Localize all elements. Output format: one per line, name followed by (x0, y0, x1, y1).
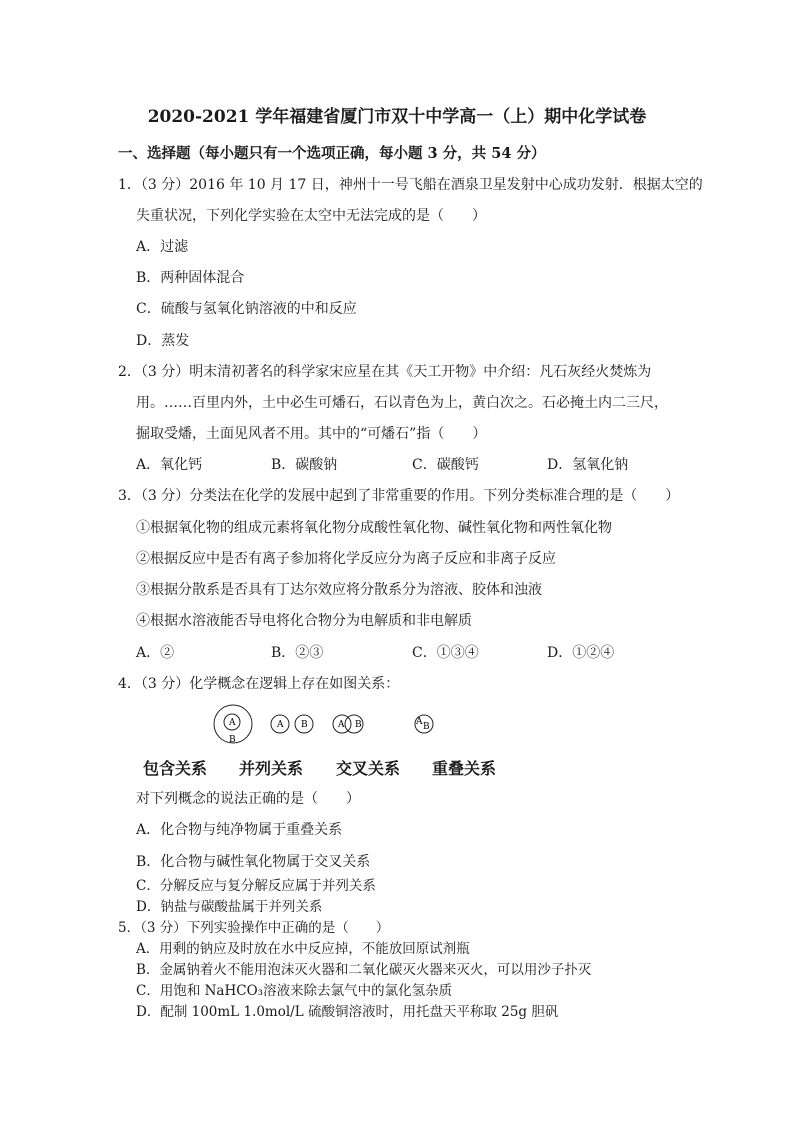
q4-option-a: A．化合物与纯净物属于重叠关系 (136, 822, 343, 838)
q3-option-c: C．①③④ (412, 645, 479, 661)
q4-option-c: C．分解反应与复分解反应属于并列关系 (136, 878, 376, 894)
concept-relation-diagram (205, 702, 445, 748)
q4-stem-line2: 对下列概念的说法正确的是（ ） (136, 791, 360, 807)
overlap-label-a: A (416, 717, 423, 727)
page-title: 2020-2021 学年福建省厦门市双十中学高一（上）期中化学试卷 (147, 107, 647, 127)
overlap-label-b: B (423, 722, 430, 732)
q3-option-d: D．①②④ (547, 645, 615, 661)
q1-option-c: C．硫酸与氢氧化钠溶液的中和反应 (136, 301, 357, 317)
parallel-label-a: A (277, 720, 284, 730)
q1-stem-line1: 1．（3 分）2016 年 10 月 17 日，神州十一号飞船在酒泉卫星发射中心成功发射．根据太空的 (118, 177, 703, 193)
q2-option-a: A．氧化钙 (136, 457, 203, 473)
q3-item-3: ③根据分散系是否具有丁达尔效应将分散系分为溶液、胶体和浊液 (136, 582, 542, 598)
q5-option-d: D．配制 100mL 1.0mol/L 硫酸铜溶液时，用托盘天平称取 25g 胆矾 (136, 1004, 559, 1020)
q3-item-2: ②根据反应中是否有离子参加将化学反应分为离子反应和非离子反应 (136, 551, 556, 567)
q2-option-b: B．碳酸钠 (271, 457, 338, 473)
q4-option-b: B．化合物与碱性氧化物属于交叉关系 (136, 854, 371, 870)
q2-option-d: D．氢氧化钠 (547, 457, 629, 473)
q3-option-b: B．②③ (271, 645, 324, 661)
parallel-label-b: B (301, 720, 308, 730)
intersection-label-b: B (355, 720, 362, 730)
q1-option-b: B．两种固体混合 (136, 270, 245, 286)
relation-label-inclusion: 包含关系 (143, 759, 208, 778)
q3-option-a: A．② (136, 645, 175, 661)
q3-item-4: ④根据水溶液能否导电将化合物分为电解质和非电解质 (136, 613, 472, 629)
section-heading: 一、选择题（每小题只有一个选项正确，每小题 3 分，共 54 分） (118, 145, 546, 162)
relation-label-overlap: 重叠关系 (432, 759, 497, 778)
q5-option-c: C．用饱和 NaHCO₃溶液来除去氯气中的氯化氢杂质 (136, 983, 453, 999)
q5-option-b: B．金属钠着火不能用泡沫灭火器和二氧化碳灭火器来灭火，可以用沙子扑灭 (136, 962, 592, 978)
inclusion-label-a: A (229, 718, 236, 728)
intersection-label-a: A (338, 720, 345, 730)
inclusion-label-b: B (229, 735, 236, 745)
q4-option-d: D．钠盐与碳酸盐属于并列关系 (136, 899, 323, 915)
q4-stem-line1: 4．（3 分）化学概念在逻辑上存在如图关系： (118, 676, 400, 692)
q2-option-c: C．碳酸钙 (412, 457, 479, 473)
q1-option-a: A．过滤 (136, 239, 189, 255)
q5-stem-line1: 5．（3 分）下列实验操作中正确的是（ ） (118, 920, 390, 936)
relation-label-parallel: 并列关系 (239, 759, 304, 778)
q3-stem-line1: 3．（3 分）分类法在化学的发展中起到了非常重要的作用。下列分类标准合理的是（ ） (118, 488, 680, 504)
q1-stem-line2: 失重状况，下列化学实验在太空中无法完成的是（ ） (136, 208, 486, 224)
q2-stem-line3: 掘取受燔，土面见风者不用。其中的“可燔石”指（ ） (136, 426, 487, 442)
q2-stem-line1: 2．（3 分）明末清初著名的科学家宋应星在其《天工开物》中介绍：凡石灰经火焚炼为 (118, 364, 652, 380)
q1-option-d: D．蒸发 (136, 333, 190, 349)
q2-stem-line2: 用。……百里内外，土中必生可燔石，石以青色为上，黄白次之。石必掩土内二三尺， (136, 395, 668, 411)
q3-item-1: ①根据氧化物的组成元素将氧化物分成酸性氧化物、碱性氧化物和两性氧化物 (136, 520, 612, 536)
relation-label-intersection: 交叉关系 (336, 759, 401, 778)
q5-option-a: A．用剩的钠应及时放在水中反应掉，不能放回原试剂瓶 (136, 941, 470, 957)
